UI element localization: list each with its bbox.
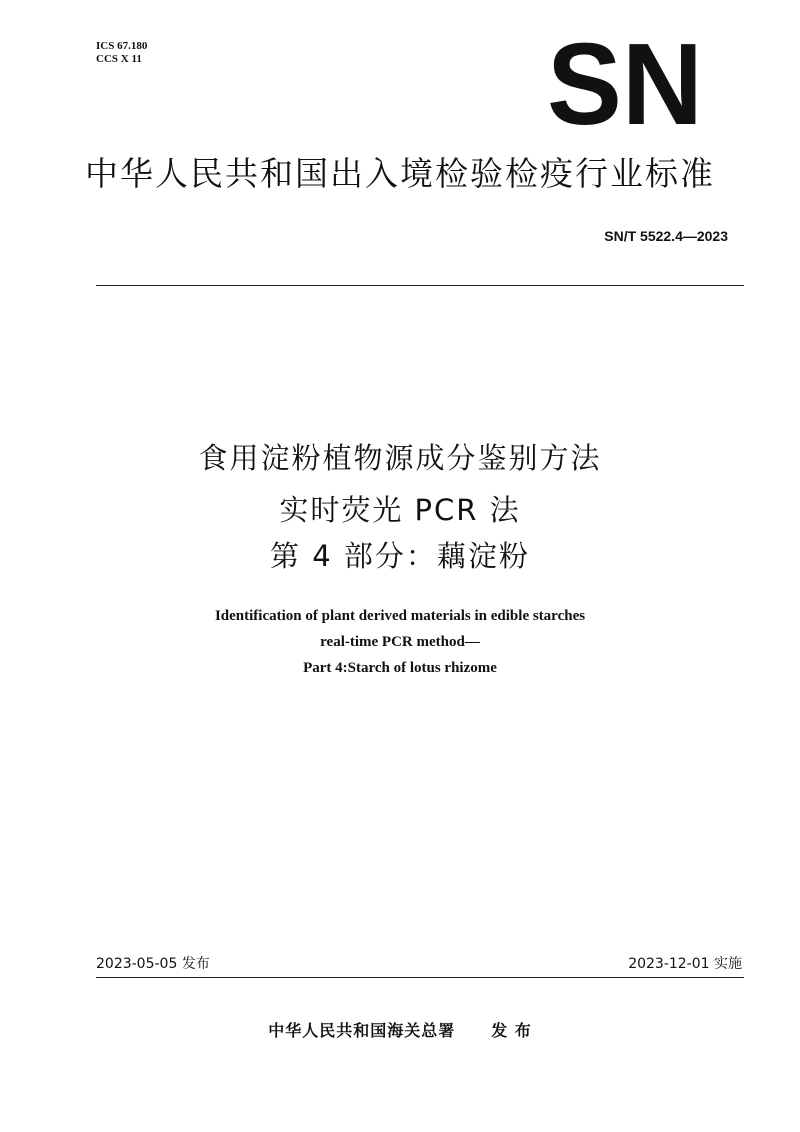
- bottom-divider: [96, 977, 744, 978]
- standard-number: SN/T 5522.4—2023: [604, 228, 728, 244]
- chinese-title-line-1: 食用淀粉植物源成分鉴别方法: [198, 441, 602, 475]
- issuer-action: 发 布: [491, 1021, 532, 1040]
- sn-logo: [545, 36, 705, 128]
- implementation-date: 2023-12-01 实施: [628, 956, 742, 972]
- top-divider: [96, 285, 744, 286]
- ics-code: ICS 67.180: [96, 40, 148, 52]
- english-title-line-1: Identification of plant derived materials in edible starches: [214, 608, 586, 624]
- chinese-title-line-3: 第 4 部分：藕淀粉: [270, 539, 530, 573]
- issue-date: 2023-05-05 发布: [96, 956, 210, 972]
- issuer-line: [0, 1018, 800, 1041]
- ccs-code: CCS X 11: [96, 53, 142, 65]
- english-title-line-3: Part 4:Starch of lotus rhizome: [303, 660, 497, 676]
- sn-logo-text: SN: [547, 36, 703, 128]
- english-title-line-2: real-time PCR method—: [320, 634, 480, 650]
- industry-standard-title: 中华人民共和国出入境检验检疫行业标准: [85, 154, 715, 193]
- classification-codes: [96, 40, 147, 66]
- issuer-name: 中华人民共和国海关总署: [268, 1021, 456, 1040]
- chinese-title-line-2: 实时荧光 PCR 法: [279, 493, 521, 527]
